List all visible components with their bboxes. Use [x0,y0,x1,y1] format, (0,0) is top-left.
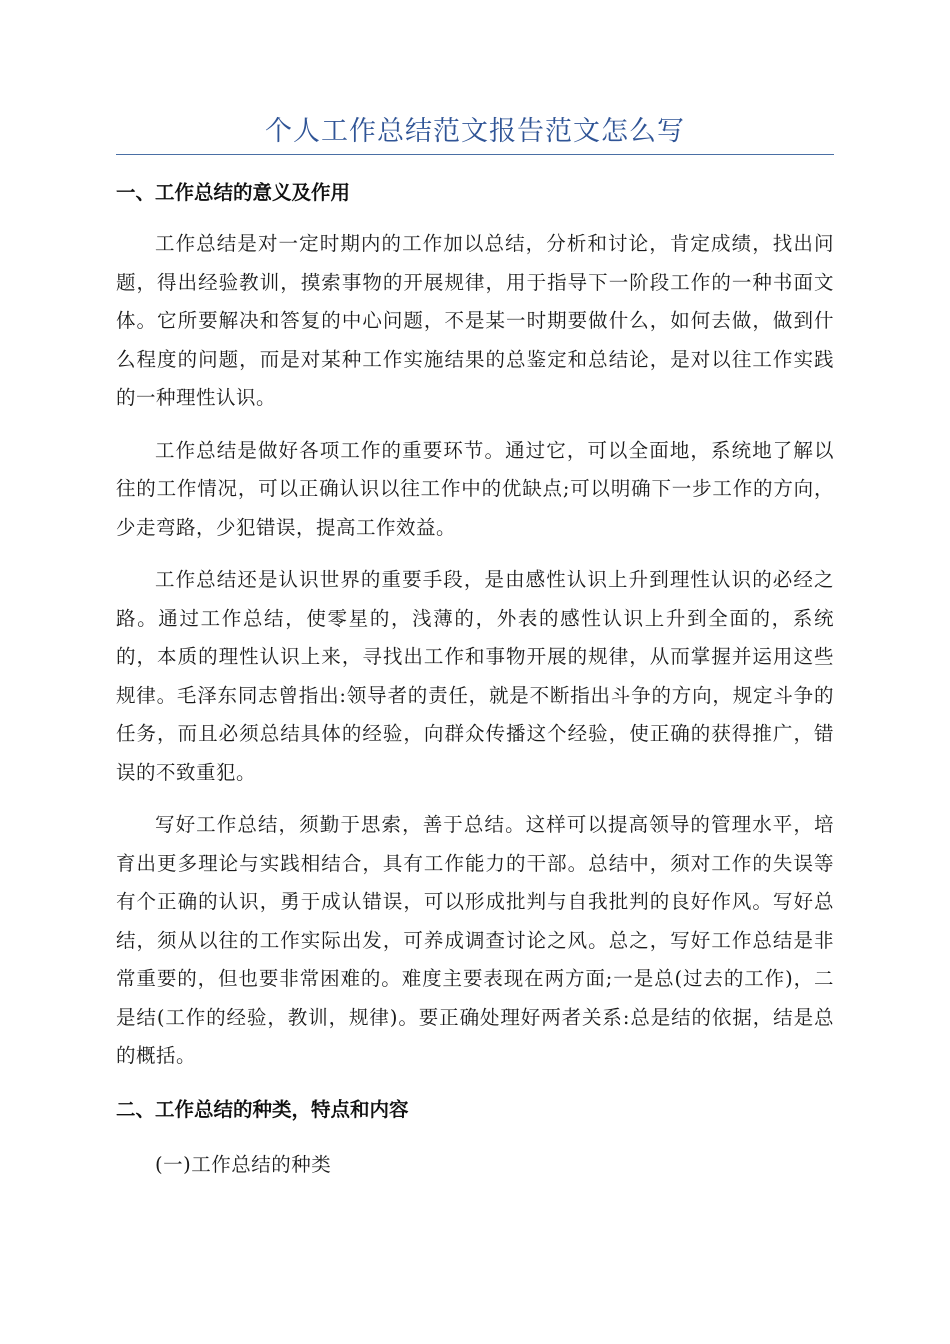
paragraph: 工作总结是对一定时期内的工作加以总结，分析和讨论，肯定成绩，找出问题，得出经验教训，摸索事物的开展规律，用于指导下一阶段工作的一种书面文体。它所要解决和答复的中心问题，不是某一时期要做什么，如何去做，做到什么程度的问题，而是对某种工作实施结果的总鉴定和总结论，是对以往工作实践的一种理性认识。 [116,232,834,409]
paragraph: 写好工作总结，须勤于思索，善于总结。这样可以提高领导的管理水平，培育出更多理论与实践相结合，具有工作能力的干部。总结中，须对工作的失误等有个正确的认识，勇于成认错误，可以形成批判与自我批判的良好作风。写好总结，须从以往的工作实际出发，可养成调查讨论之风。总之，写好工作总结是非常重要的，但也要非常困难的。难度主要表现在两方面;一是总(过去的工作)，二是结(工作的经验，教训，规律)。要正确处理好两者关系:总是结的依据，结是总的概括。 [116,813,834,1067]
paragraph: 工作总结是做好各项工作的重要环节。通过它，可以全面地，系统地了解以往的工作情况，可以正确认识以往工作中的优缺点;可以明确下一步工作的方向，少走弯路，少犯错误，提高工作效益。 [116,438,834,539]
section-heading-2: 二、工作总结的种类，特点和内容 [116,1097,409,1121]
subsection-heading: (一)工作总结的种类 [155,1152,332,1176]
section-heading-1: 一、工作总结的意义及作用 [116,181,351,204]
document-title: 个人工作总结范文报告范文怎么写 [116,112,834,155]
document-page [116,112,834,1184]
paragraph: 工作总结还是认识世界的重要手段，是由感性认识上升到理性认识的必经之路。通过工作总结，使零星的，浅薄的，外表的感性认识上升到全面的，系统的，本质的理性认识上来，寻找出工作和事物开展的规律，从而掌握并运用这些规律。毛泽东同志曾指出:领导者的责任，就是不断指出斗争的方向，规定斗争的任务，而且必须总结具体的经验，向群众传播这个经验，使正确的获得推广，错误的不致重犯。 [116,568,834,784]
